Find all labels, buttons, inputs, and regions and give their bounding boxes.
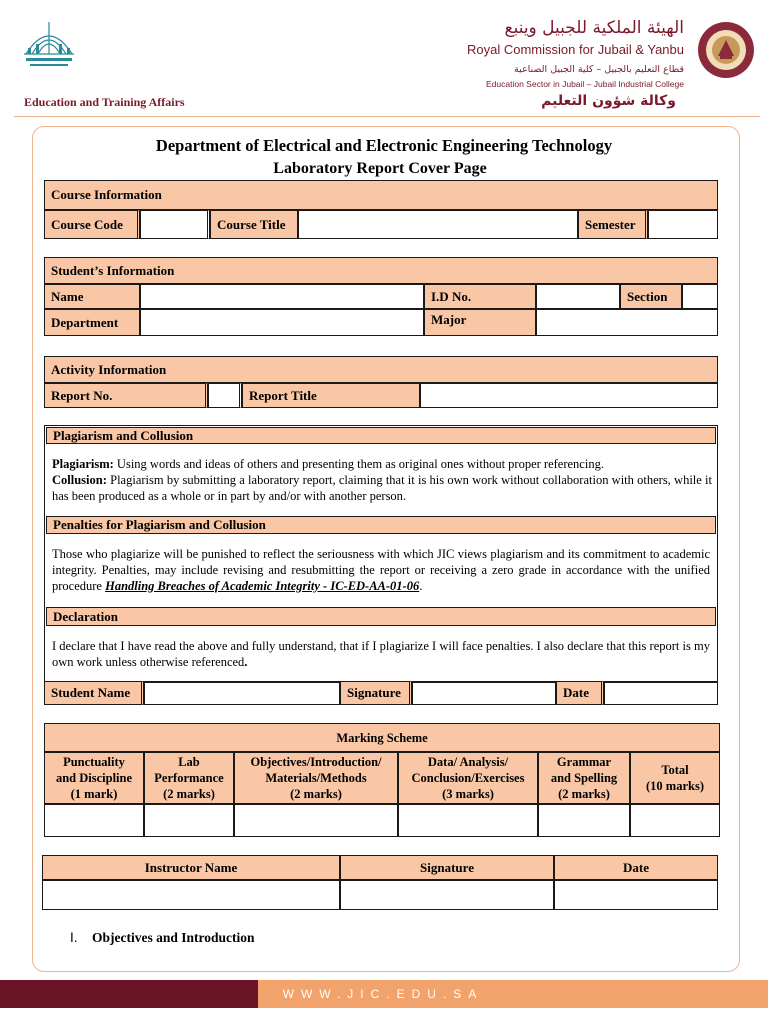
penalties-heading: Penalties for Plagiarism and Collusion — [46, 516, 716, 534]
instructor-name-field[interactable] — [42, 880, 340, 910]
plagiarism-definitions — [52, 456, 712, 504]
org-english-title: Royal Commission for Jubail & Yanbu — [466, 42, 684, 57]
instructor-date-label: Date — [554, 855, 718, 880]
instructor-date-field[interactable] — [554, 880, 718, 910]
penalties-text-block — [52, 546, 710, 594]
student-name-field[interactable] — [144, 681, 340, 705]
student-date-label: Date — [556, 681, 604, 705]
total-score-field[interactable] — [630, 804, 720, 837]
footer-maroon-bar — [0, 980, 258, 1008]
id-field[interactable] — [536, 284, 620, 309]
report-title-field[interactable] — [420, 383, 718, 408]
lab-performance-column: Lab Performance (2 marks) — [144, 752, 234, 804]
lab-performance-score-field[interactable] — [144, 804, 234, 837]
declaration-text-block — [52, 638, 710, 670]
course-info-heading: Course Information — [44, 180, 718, 210]
student-signature-field[interactable] — [412, 681, 556, 705]
section-title: Objectives and Introduction — [92, 930, 255, 945]
course-code-field[interactable] — [140, 210, 210, 239]
plagiarism-definition: Using words and ideas of others and presenting them as original ones without proper referencing. — [116, 457, 604, 471]
data-analysis-column: Data/ Analysis/ Conclusion/Exercises (3 marks) — [398, 752, 538, 804]
jubail-college-logo — [18, 14, 80, 72]
instructor-table — [42, 855, 718, 910]
grammar-score-field[interactable] — [538, 804, 630, 837]
declaration-heading: Declaration — [46, 607, 716, 626]
student-name-label: Student Name — [44, 681, 144, 705]
name-label: Name — [44, 284, 140, 309]
marking-scheme-heading: Marking Scheme — [44, 723, 720, 752]
major-field[interactable] — [536, 309, 718, 336]
plagiarism-term: Plagiarism: — [52, 457, 114, 471]
instructor-signature-label: Signature — [340, 855, 554, 880]
objectives-score-field[interactable] — [234, 804, 398, 837]
declaration-sign-table — [44, 681, 718, 705]
org-english-subtitle: Education Sector in Jubail – Jubail Industrial College — [486, 79, 684, 89]
declaration-text: I declare that I have read the above and fully understand, that if I plagiarize I will face penalties. I also declare that this report is my own work unless otherwise referenced — [52, 639, 710, 669]
course-title-label: Course Title — [210, 210, 298, 239]
section-label: Section — [620, 284, 682, 309]
semester-field[interactable] — [648, 210, 718, 239]
punctuality-column: Punctuality and Discipline (1 mark) — [44, 752, 144, 804]
name-field[interactable] — [140, 284, 424, 309]
objectives-section-heading — [70, 930, 255, 946]
collusion-definition: Plagiarism by submitting a laboratory report, claiming that it is his own work without collaboration with others, while it has been produced as a whole or in part by and/or with another person. — [52, 473, 712, 503]
report-no-field[interactable] — [208, 383, 242, 408]
data-analysis-score-field[interactable] — [398, 804, 538, 837]
department-title: Department of Electrical and Electronic Engineering Technology — [155, 136, 613, 155]
penalties-text: Those who plagiarize will be punished to reflect the seriousness with which JIC views plagiarism and its commitment to academic integrity. Penalties, may include revising and resubmitting the report or receiving a zero grade in accordance with the unified procedure — [52, 547, 710, 593]
department-label: Department — [44, 309, 140, 336]
student-info-heading: Student’s Information — [44, 257, 718, 284]
report-no-label: Report No. — [44, 383, 208, 408]
section-field[interactable] — [682, 284, 718, 309]
section-number: I. — [70, 930, 78, 945]
punctuality-score-field[interactable] — [44, 804, 144, 837]
footer-website-link[interactable]: WWW.JIC.EDU.SA — [282, 987, 484, 1001]
declaration-end: . — [244, 655, 248, 669]
student-information-table — [44, 257, 718, 336]
total-column: Total (10 marks) — [630, 752, 720, 804]
course-information-table — [44, 180, 718, 239]
semester-label: Semester — [578, 210, 648, 239]
royal-commission-seal — [696, 20, 756, 80]
activity-information-table — [44, 356, 718, 408]
id-label: I.D No. — [424, 284, 536, 309]
header-divider — [14, 116, 760, 117]
student-date-field[interactable] — [604, 681, 718, 705]
affairs-english: Education and Training Affairs — [24, 95, 185, 109]
penalties-end: . — [419, 579, 423, 593]
department-field[interactable] — [140, 309, 424, 336]
procedure-reference: Handling Breaches of Academic Integrity - IC-ED-AA-01-06 — [105, 579, 420, 593]
instructor-name-label: Instructor Name — [42, 855, 340, 880]
org-arabic-subtitle: قطاع التعليم بالجبيل – كلية الجبيل الصناعية — [514, 64, 684, 75]
major-label: Major — [424, 309, 536, 336]
affairs-arabic: وكالة شؤون التعليم — [541, 93, 676, 109]
report-title-label: Report Title — [242, 383, 420, 408]
instructor-signature-field[interactable] — [340, 880, 554, 910]
course-title-field[interactable] — [298, 210, 578, 239]
student-signature-label: Signature — [340, 681, 412, 705]
objectives-column: Objectives/Introduction/ Materials/Methods (2 marks) — [234, 752, 398, 804]
collusion-term: Collusion: — [52, 473, 107, 487]
activity-info-heading: Activity Information — [44, 356, 718, 383]
marking-scheme-table — [44, 723, 720, 837]
plagiarism-heading: Plagiarism and Collusion — [46, 427, 716, 444]
org-arabic-title: الهيئة الملكية للجبيل وينبع — [504, 18, 684, 38]
course-code-label: Course Code — [44, 210, 140, 239]
report-cover-title: Laboratory Report Cover Page — [273, 160, 487, 177]
grammar-column: Grammar and Spelling (2 marks) — [538, 752, 630, 804]
